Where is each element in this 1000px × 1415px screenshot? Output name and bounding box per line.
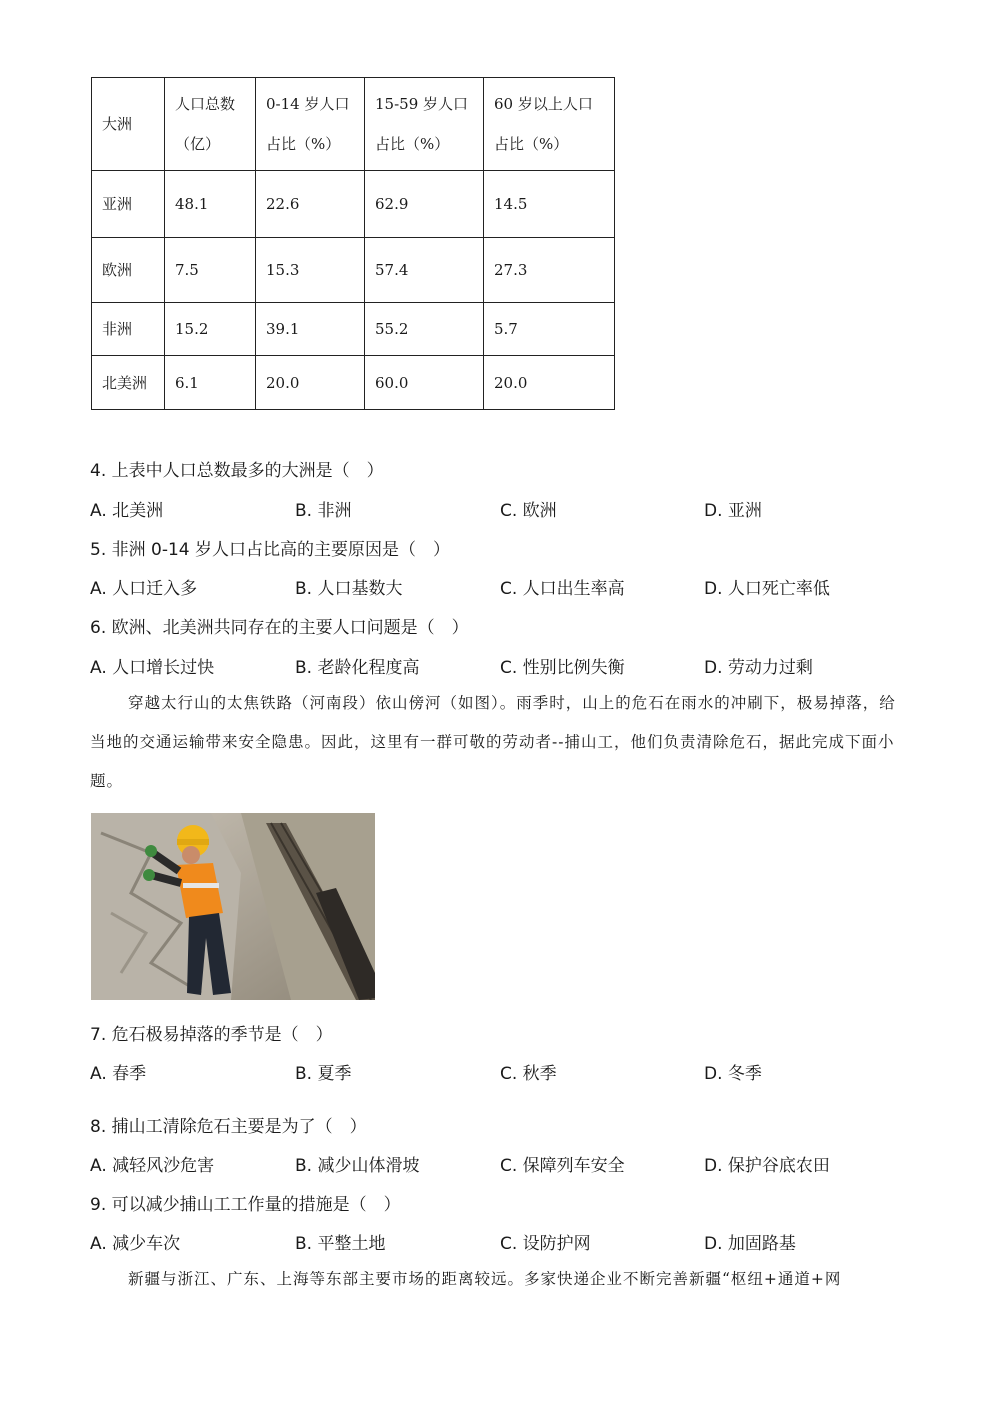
worker-cliff-photo [91,813,375,1000]
option-c[interactable]: C. 性别比例失衡 [500,658,625,678]
table-cell: 27.3 [484,238,615,303]
option-d[interactable]: D. 人口死亡率低 [704,579,830,599]
reading-passage: 新疆与浙江、广东、上海等东部主要市场的距离较远。多家快递企业不断完善新疆“枢纽+通道+网 [128,1270,842,1288]
table-cell: 60.0 [365,356,484,410]
question-stem: 7. 危石极易掉落的季节是（ ） [90,1025,333,1045]
option-c[interactable]: C. 秋季 [500,1064,557,1084]
header-cell: 大洲 [92,78,165,171]
table-cell: 7.5 [165,238,256,303]
table-cell: 14.5 [484,171,615,238]
option-c[interactable]: C. 欧洲 [500,501,557,521]
table-cell: 15.3 [256,238,365,303]
table-row [92,303,615,356]
option-a[interactable]: A. 减少车次 [90,1234,181,1254]
table-row [92,171,615,238]
option-a[interactable]: A. 人口增长过快 [90,658,215,678]
option-c[interactable]: C. 设防护网 [500,1234,591,1254]
table-cell: 6.1 [165,356,256,410]
question-stem: 8. 捕山工清除危石主要是为了（ ） [90,1117,367,1137]
option-c[interactable]: C. 人口出生率高 [500,579,625,599]
header-cell: 15-59 岁人口 占比（%） [365,78,484,171]
table-cell: 欧洲 [92,238,165,303]
table-cell: 亚洲 [92,171,165,238]
header-cell: 人口总数 （亿） [165,78,256,171]
option-a[interactable]: A. 北美洲 [90,501,164,521]
option-a[interactable]: A. 减轻风沙危害 [90,1156,215,1176]
option-d[interactable]: D. 亚洲 [704,501,762,521]
table-cell: 48.1 [165,171,256,238]
table-cell: 22.6 [256,171,365,238]
table-cell: 北美洲 [92,356,165,410]
option-d[interactable]: D. 冬季 [704,1064,762,1084]
option-b[interactable]: B. 减少山体滑坡 [295,1156,420,1176]
population-table [91,77,615,410]
table-cell: 20.0 [484,356,615,410]
option-a[interactable]: A. 人口迁入多 [90,579,198,599]
table-cell: 62.9 [365,171,484,238]
option-b[interactable]: B. 平整土地 [295,1234,386,1254]
table-cell: 15.2 [165,303,256,356]
table-row [92,238,615,303]
option-d[interactable]: D. 保护谷底农田 [704,1156,830,1176]
photo-illustration [91,813,375,1000]
header-cell: 0-14 岁人口 占比（%） [256,78,365,171]
header-cell: 60 岁以上人口 占比（%） [484,78,615,171]
table-cell: 20.0 [256,356,365,410]
question-stem: 4. 上表中人口总数最多的大洲是（ ） [90,461,384,481]
question-stem: 6. 欧洲、北美洲共同存在的主要人口问题是（ ） [90,618,469,638]
option-d[interactable]: D. 劳动力过剩 [704,658,813,678]
table-header-row [92,78,615,171]
option-b[interactable]: B. 人口基数大 [295,579,403,599]
option-b[interactable]: B. 老龄化程度高 [295,658,420,678]
question-stem: 5. 非洲 0-14 岁人口占比高的主要原因是（ ） [90,540,451,560]
table-cell: 39.1 [256,303,365,356]
option-c[interactable]: C. 保障列车安全 [500,1156,625,1176]
table-cell: 57.4 [365,238,484,303]
option-d[interactable]: D. 加固路基 [704,1234,796,1254]
option-a[interactable]: A. 春季 [90,1064,147,1084]
table-cell: 非洲 [92,303,165,356]
table-cell: 55.2 [365,303,484,356]
table-cell: 5.7 [484,303,615,356]
table-row [92,356,615,410]
reading-passage: 穿越太行山的太焦铁路（河南段）依山傍河（如图）。雨季时，山上的危石在雨水的冲刷下，极易掉落，给当地的交通运输带来安全隐患。因此，这里有一群可敬的劳动者--捕山工，他们负责清除危石，据此完成下面小题。 [90,694,896,790]
option-b[interactable]: B. 夏季 [295,1064,352,1084]
question-stem: 9. 可以减少捕山工工作量的措施是（ ） [90,1195,401,1215]
option-b[interactable]: B. 非洲 [295,501,352,521]
